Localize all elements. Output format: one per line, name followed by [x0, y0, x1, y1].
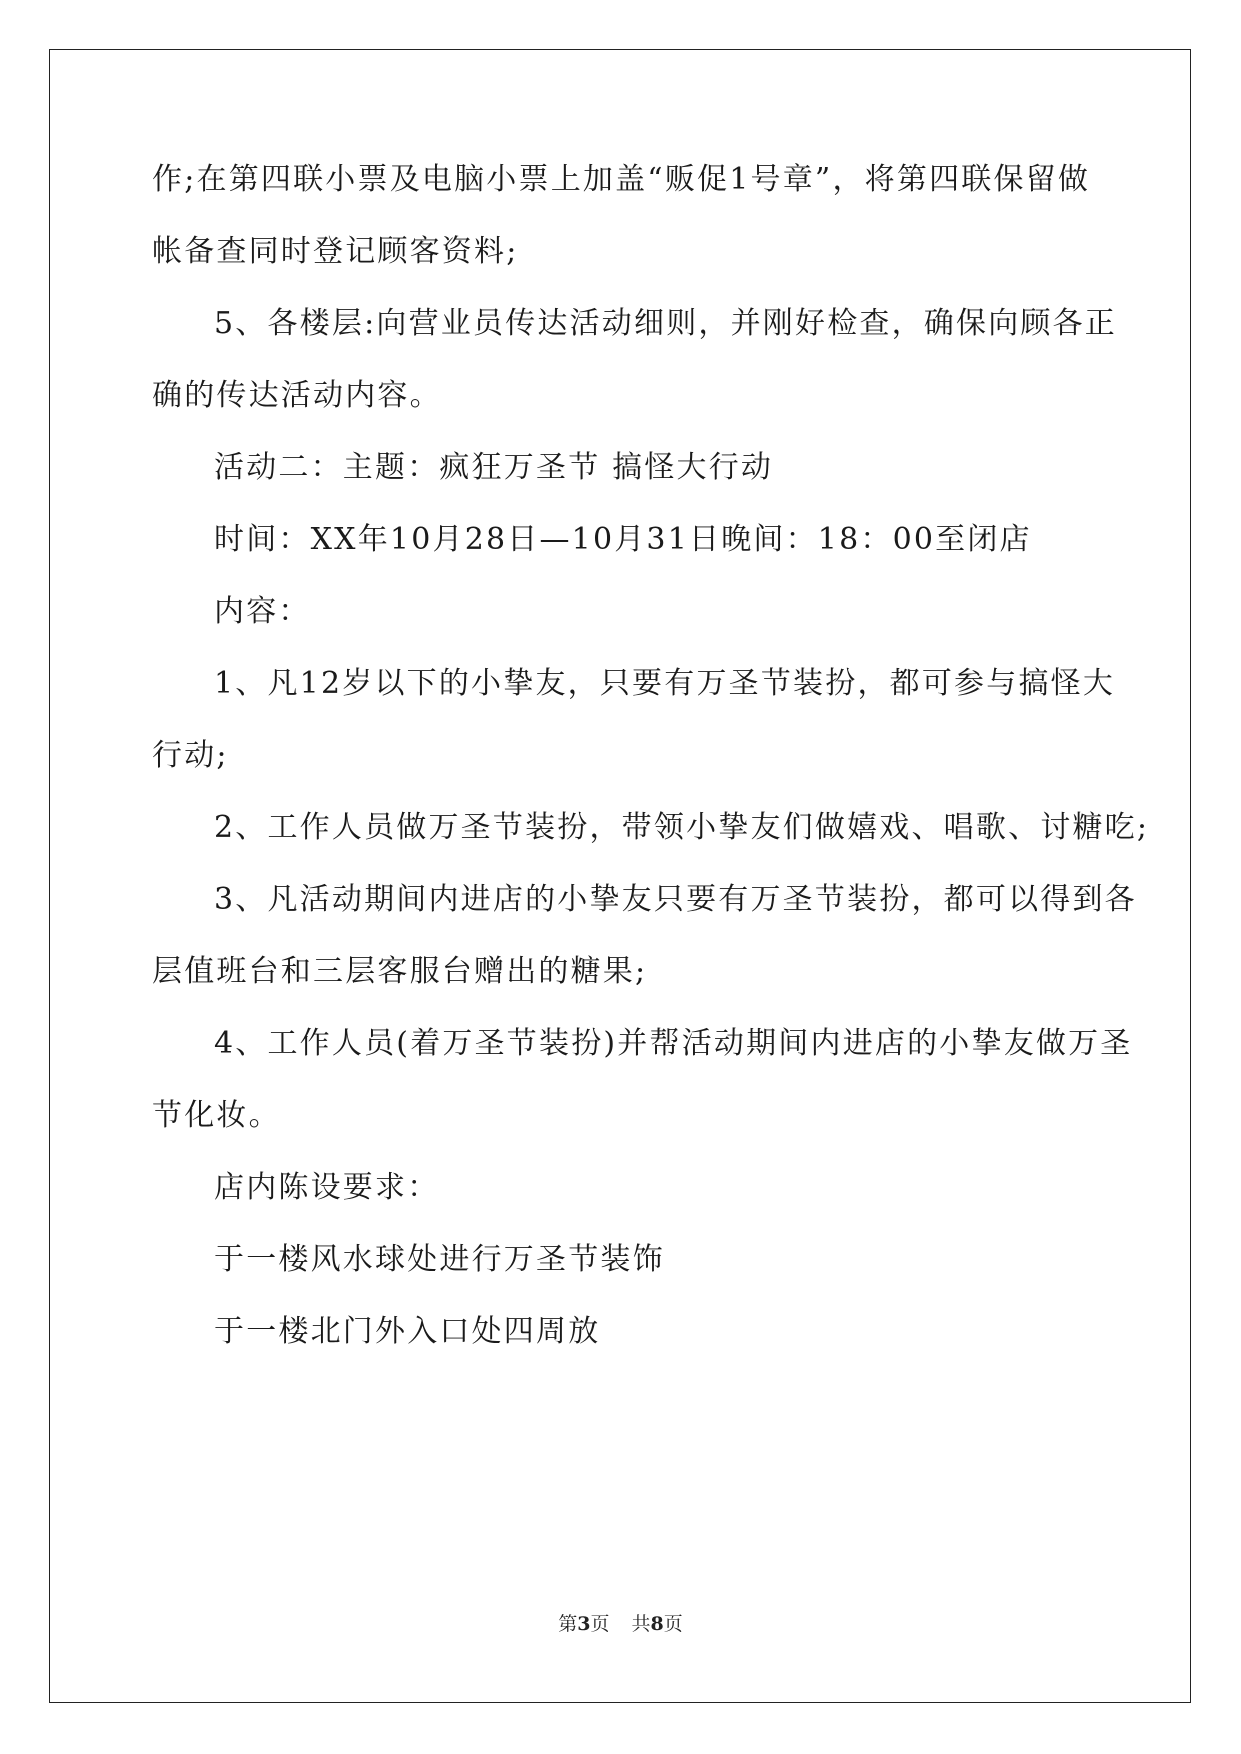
- text-line: 确的传达活动内容。: [152, 378, 442, 413]
- text-line: 时间：XX年10月28日—10月31日晚间：18：00至闭店: [214, 522, 1032, 557]
- text-line: 内容：: [214, 594, 311, 629]
- text-line: 于一楼风水球处进行万圣节装饰: [214, 1242, 665, 1277]
- text-line: 节化妆。: [152, 1098, 281, 1133]
- text-line: 行动;: [152, 738, 229, 773]
- text-line: 层值班台和三层客服台赠出的糖果;: [152, 954, 648, 989]
- page-footer: [0, 1612, 1241, 1636]
- text-line: 1、凡12岁以下的小挚友，只要有万圣节装扮，都可参与搞怪大: [214, 666, 1116, 701]
- text-line: 2、工作人员做万圣节装扮，带领小挚友们做嬉戏、唱歌、讨糖吃;: [214, 810, 1150, 845]
- page-total: 8: [650, 1613, 664, 1635]
- text-line: 于一楼北门外入口处四周放: [214, 1314, 601, 1349]
- text-line: 店内陈设要求：: [214, 1170, 440, 1205]
- page-prefix: 第: [558, 1613, 578, 1635]
- text-line: 活动二：主题：疯狂万圣节 搞怪大行动: [214, 450, 774, 485]
- text-line: 作;在第四联小票及电脑小票上加盖“贩促1号章”，将第四联保留做: [152, 162, 1091, 197]
- page-unit: 页: [590, 1613, 610, 1635]
- text-line: 5、各楼层:向营业员传达活动细则，并刚好检查，确保向顾各正: [214, 306, 1117, 341]
- page-current: 3: [577, 1613, 591, 1635]
- text-line: 帐备查同时登记顾客资料;: [152, 234, 519, 269]
- page-border: [49, 49, 1191, 1703]
- total-unit: 页: [663, 1613, 683, 1635]
- text-line: 4、工作人员(着万圣节装扮)并帮活动期间内进店的小挚友做万圣: [214, 1026, 1133, 1061]
- total-prefix: 共: [631, 1613, 651, 1635]
- text-line: 3、凡活动期间内进店的小挚友只要有万圣节装扮，都可以得到各: [214, 882, 1137, 917]
